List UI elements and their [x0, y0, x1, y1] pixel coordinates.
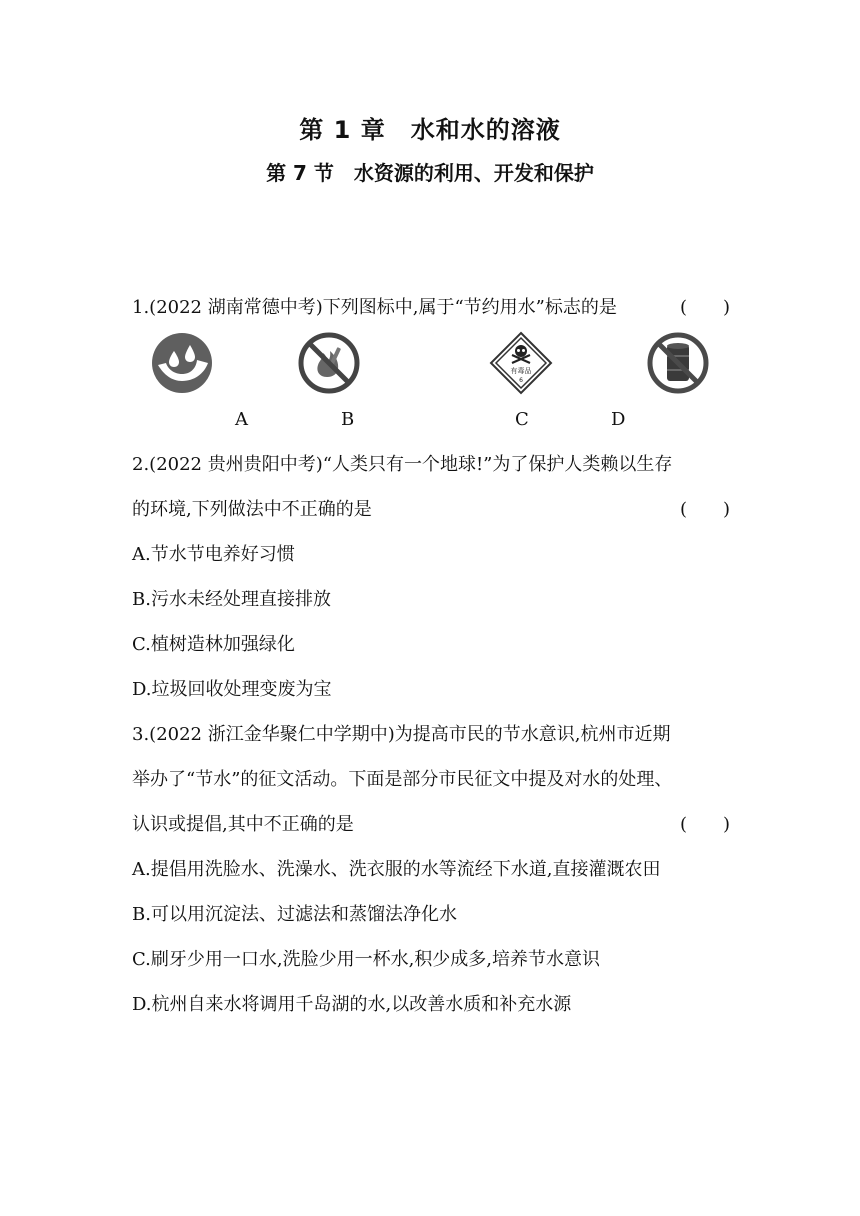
q2-answer-paren: ( ) [680, 499, 731, 520]
toxic-icon-label: 有毒品 [510, 367, 532, 375]
q1-answer-paren: ( ) [680, 297, 731, 318]
chapter-title: 第 1 章 水和水的溶液 [299, 116, 561, 144]
q3-option-a: A.提倡用洗脸水、洗澡水、洗衣服的水等流经下水道,直接灌溉农田 [132, 859, 661, 880]
q2-stem-line1: 2.(2022 贵州贵阳中考)“人类只有一个地球!”为了保护人类赖以生存 [132, 454, 673, 475]
no-barrel-icon [646, 331, 710, 395]
water-saving-icon [150, 331, 214, 395]
toxic-icon-number: 6 [519, 377, 523, 384]
q3-stem-line3: 认识或提倡,其中不正确的是 [132, 814, 354, 835]
q2-option-c: C.植树造林加强绿化 [132, 634, 295, 655]
q2-option-a: A.节水节电养好习惯 [132, 544, 295, 565]
q1-option-c-label: C [515, 409, 529, 430]
q1-option-b-label: B [341, 409, 355, 430]
q3-stem-line2: 举办了“节水”的征文活动。下面是部分市民征文中提及对水的处理、 [132, 769, 673, 790]
q1-option-d-label: D [611, 409, 626, 430]
q2-stem-line2: 的环境,下列做法中不正确的是 [132, 499, 372, 520]
q3-stem-line1: 3.(2022 浙江金华聚仁中学期中)为提高市民的节水意识,杭州市近期 [132, 724, 671, 745]
q3-option-b: B.可以用沉淀法、过滤法和蒸馏法净化水 [132, 904, 457, 925]
q1-stem: 1.(2022 湖南常德中考)下列图标中,属于“节约用水”标志的是 [132, 297, 617, 318]
q2-option-d: D.垃圾回收处理变废为宝 [132, 679, 332, 700]
q3-option-d: D.杭州自来水将调用千岛湖的水,以改善水质和补充水源 [132, 994, 572, 1015]
q3-option-c: C.刷牙少用一口水,洗脸少用一杯水,积少成多,培养节水意识 [132, 949, 601, 970]
no-fire-icon [297, 331, 361, 395]
toxic-warning-icon [489, 331, 553, 395]
q3-answer-paren: ( ) [680, 814, 731, 835]
q1-option-a-label: A [235, 409, 248, 430]
section-title: 第 7 节 水资源的利用、开发和保护 [266, 161, 594, 185]
q2-option-b: B.污水未经处理直接排放 [132, 589, 331, 610]
